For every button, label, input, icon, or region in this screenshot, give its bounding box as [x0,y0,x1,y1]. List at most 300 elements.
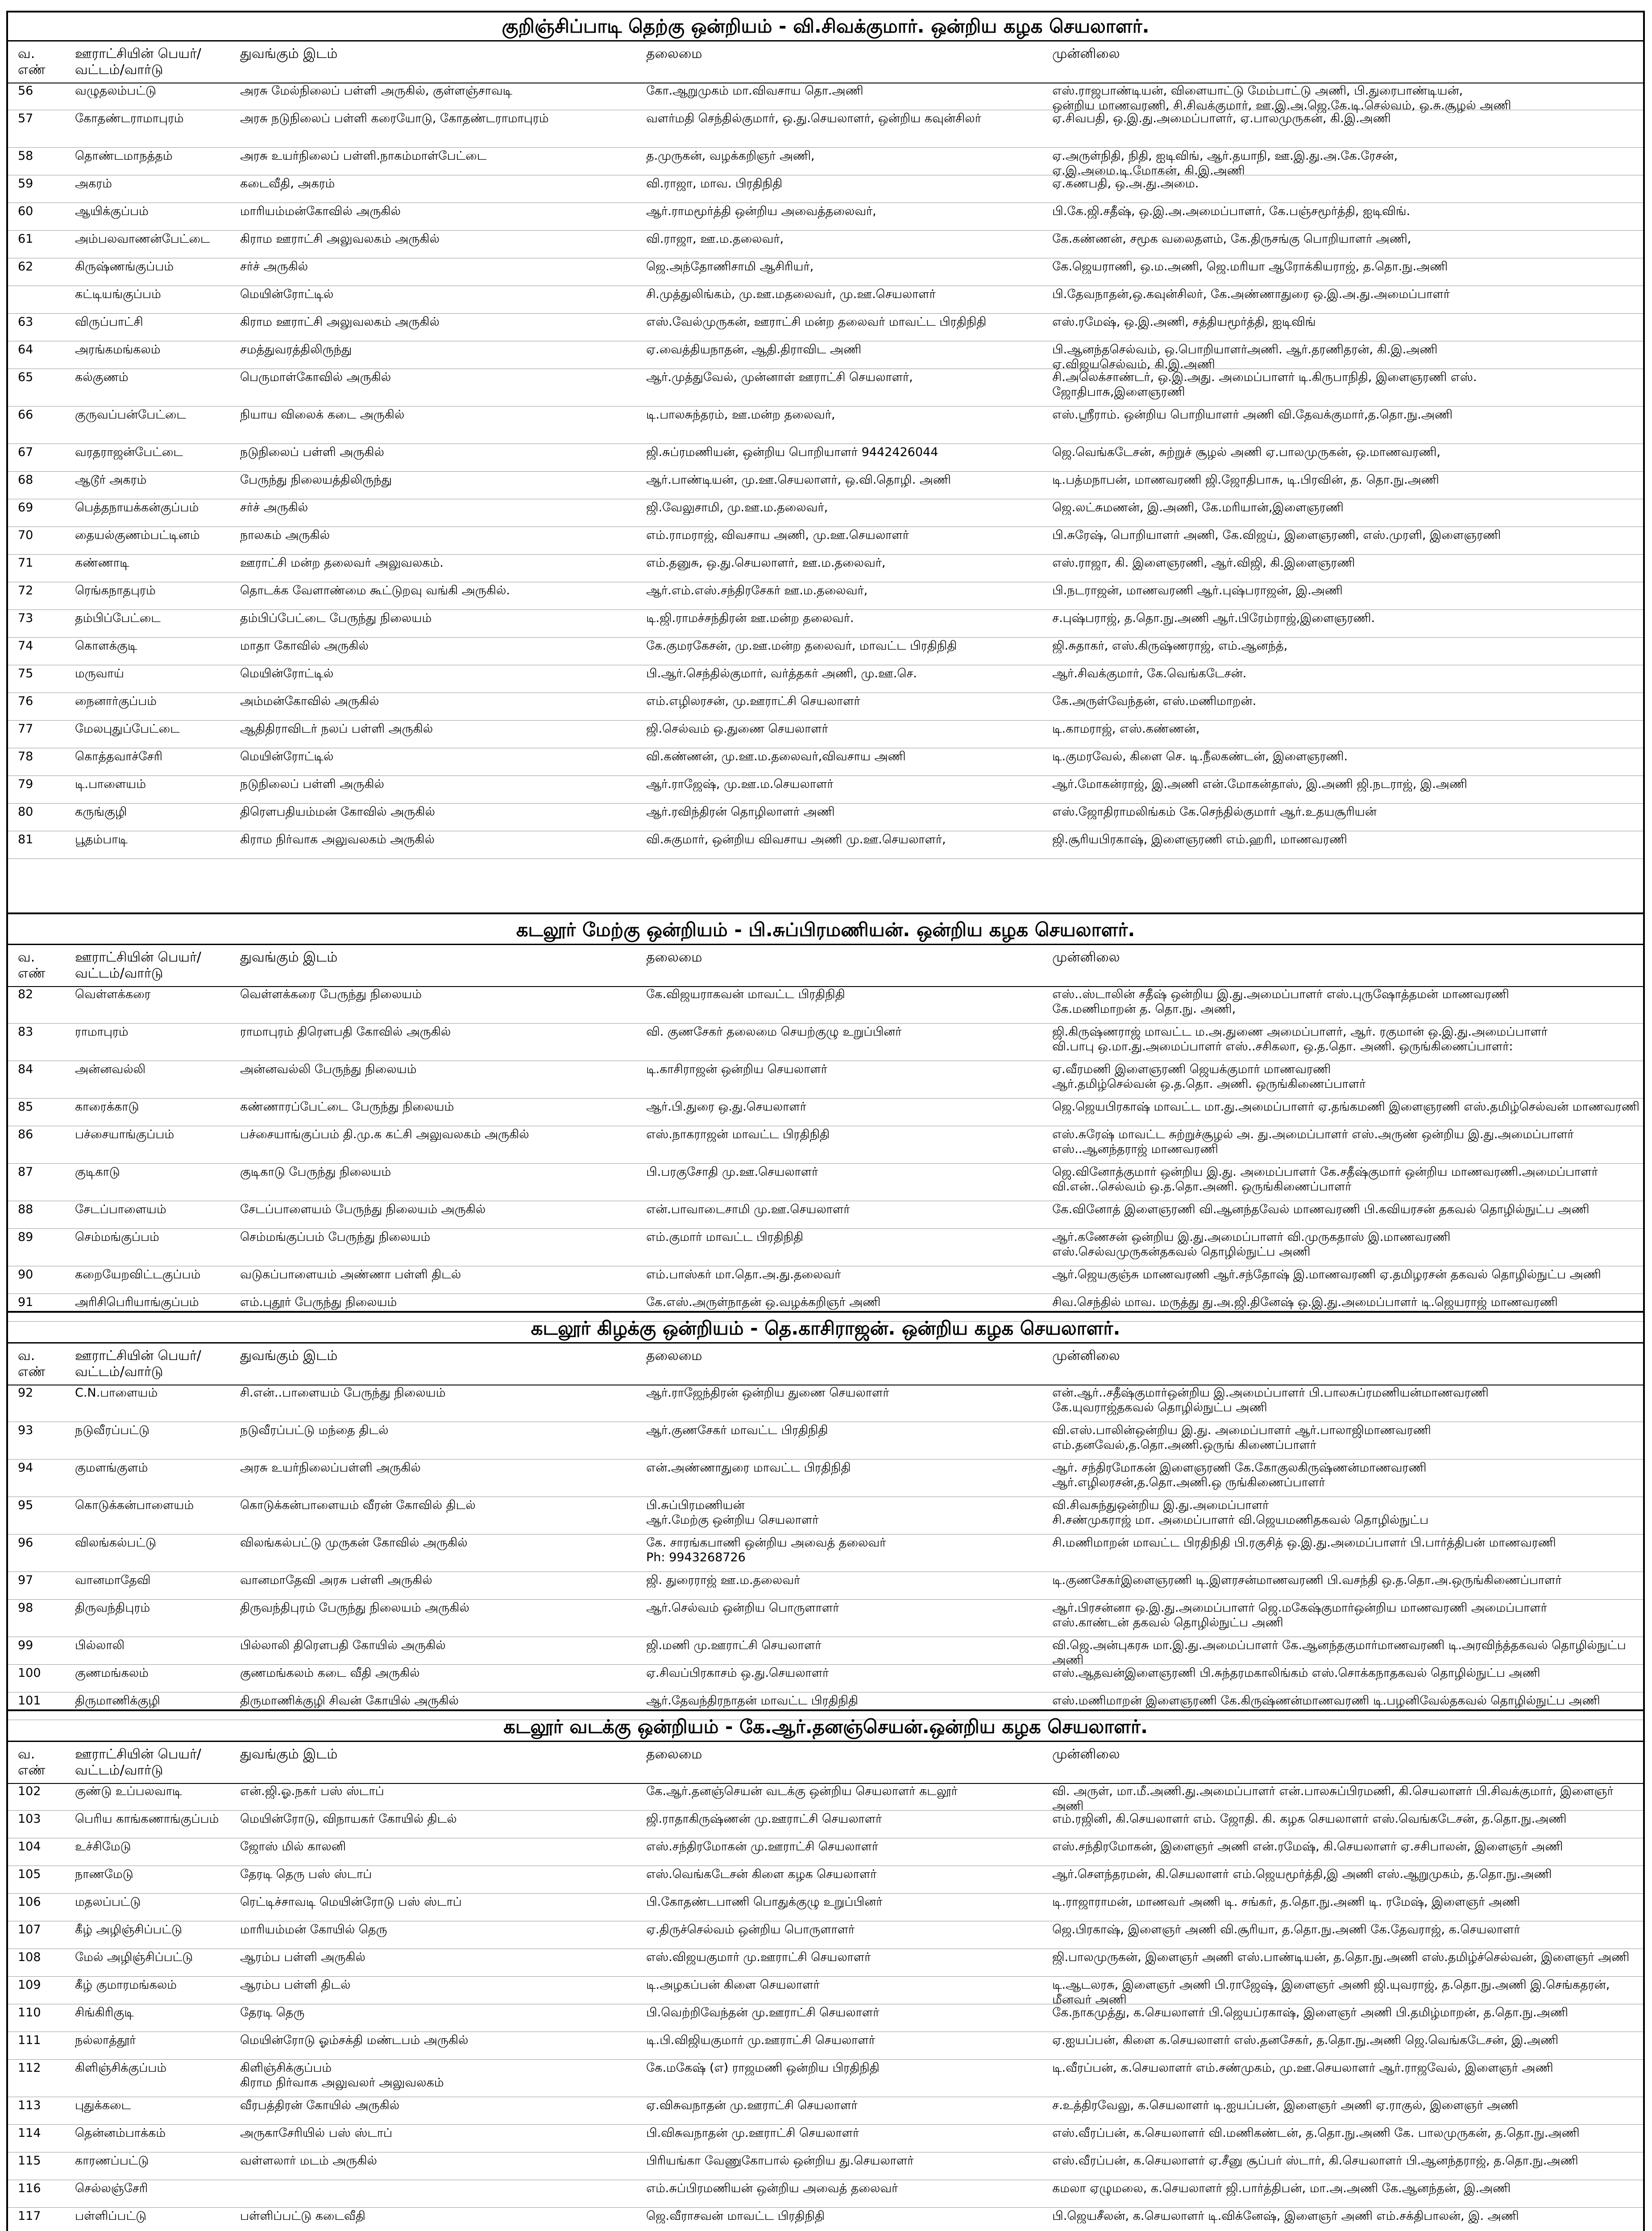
row-start-place: நாலகம் அருகில் [240,528,330,542]
row-start-place: பள்ளிப்பட்டு கடைவீதி [240,2209,365,2223]
row-front: ஆர்.கணேசன் ஒன்றிய இ.து.அமைப்பாளர் வி.முருகதாஸ் இ.மாணவரணி எஸ்.செல்வமுருகன்தகவல் தொழில்நுட்ப அணி [1052,1230,1451,1259]
row-village: குமளங்குளம் [75,1461,148,1475]
row-front: டி.பத்மநாபன், மாணவரணி ஜி.ஜோதிபாசு, டி.பிரவின், த. தொ.நு.அணி [1052,473,1439,487]
row-start-place: மெயின்ரோட்டில் [240,287,334,301]
row-front: கமலா ஏழுமலை, க.செயலாளர் ஜி.பார்த்திபன், மா.அ.அணி கே.ஆனந்தன், இ.அணி [1052,2181,1511,2195]
table-row [8,2152,1643,2180]
row-leader: எஸ்.சந்திரமோகன் மு.ஊராட்சி செயலாளர் [646,1840,878,1854]
row-front: கே.கண்ணன், சமூக வலைதளம், கே.திருசங்கு பொறியாளர் அணி, [1052,232,1411,246]
row-leader: டி.அழகப்பன் கிளை செயலாளர் [646,1978,820,1992]
row-village: கிருஷ்ணங்குப்பம் [75,260,174,274]
row-village: மேலபுதுப்பேட்டை [75,722,180,736]
row-front: ஜெ.ஜெயபிரகாஷ் மாவட்ட மா.து.அமைப்பாளர் ஏ.தங்கமணி இளைஞரணி எஸ்.தமிழ்செல்வன் மாணவரணி [1052,1100,1640,1114]
row-start-place: கிளிஞ்சிக்குப்பம் கிராம நிர்வாக அலுவலர் அலுவலகம் [240,2061,444,2090]
row-start-place: தம்பிப்பேட்டை பேருந்து நிலையம் [240,611,432,625]
row-village: உச்சிமேடு [75,1840,131,1854]
row-leader: சி.முத்துலிங்கம், மு.ஊ.மதலைவர், மு.ஊ.செயலாளர் [646,287,936,301]
row-leader: ஆர்.குணசேகர் மாவட்ட பிரதிநிதி [646,1423,828,1437]
table-row [8,527,1643,555]
table-row [8,1061,1643,1099]
table-row [8,1163,1643,1201]
row-leader: டி.பி.விஜியகுமார் மு.ஊராட்சி செயலாளர் [646,2033,875,2047]
row-start-place: அருகாசேரியில் பஸ் ஸ்டாப் [240,2126,393,2140]
row-number: 85 [18,1100,33,1114]
row-start-place: சேடப்பாளையம் பேருந்து நிலையம் அருகில் [240,1203,486,1216]
row-start-place: மாரியம்மன் கோயில் தெரு [240,1923,387,1937]
row-leader: ஆர்.ராஜேஷ், மு.ஊ.ம.செயலாளர் [646,777,834,791]
row-front: சிவ.செந்தில் மாவ. மருத்து து.அ.ஜி.தினேஷ் ஒ.இ.து.அமைப்பாளர் டி.ஜெயராஜ் மாணவரணி [1052,1295,1558,1309]
row-start-place: மாரியம்மன்கோவில் அருகில் [240,204,401,218]
row-number: 112 [18,2061,41,2075]
table-row [8,831,1643,859]
header-leader: தலைமை [646,950,702,965]
row-start-place: ஜோஸ் மில் காலனி [240,1840,346,1854]
table-row [8,610,1643,638]
section-divider [8,1709,1643,1711]
row-front: எஸ்..ஸ்டாலின் சதீஷ் ஒன்றிய இ.து.அமைப்பாளர் எஸ்.புருஷோத்தமன் மாணவரணி கே.மணிமாறன் த. தொ.நு. அணி, [1052,987,1509,1016]
row-village: மருவாய் [75,667,124,680]
row-number: 104 [18,1840,41,1854]
row-start-place: செம்மங்குப்பம் பேருந்து நிலையம் [240,1230,431,1244]
table-row [8,175,1643,203]
row-village: கல்குணம் [75,370,129,384]
row-village: ரெங்கநாதபுரம் [75,584,156,597]
row-leader: பி.சுப்பிரமணியன் ஆர்.மேற்கு ஒன்றிய செயலாளர் [646,1498,819,1527]
row-leader: எம்.தனுசு, ஒ.து.செயலாளர், ஊ.ம.தலைவர், [646,556,886,570]
row-start-place: நடுவீரப்பட்டு மந்தை திடல் [240,1423,389,1437]
row-leader: எஸ்.வெங்கடேசன் கிளை கழக செயலாளர் [646,1867,877,1881]
row-leader: ஆர்.ரவிந்திரன் தொழிலாளர் அணி [646,805,835,819]
row-start-place: பெருமாள்கோவில் அருகில் [240,370,391,384]
row-number: 89 [18,1230,33,1244]
table-header [8,1342,1643,1385]
table-row [8,1921,1643,1949]
row-number: 105 [18,1867,41,1881]
row-front: வி.ஜெ.அன்புகரசு மா.இ.து.அமைப்பாளர் கே.ஆனந்தகுமார்மாணவரணி டி.அரவிந்த்தகவல் தொழில்நுட்ப அணி [1052,1638,1626,1667]
row-village: பள்ளிப்பட்டு [75,2209,147,2223]
row-number: 107 [18,1923,41,1937]
row-start-place: அரசு நடுநிலைப் பள்ளி கரையோடு, கோதண்டராமாபுரம் [240,112,549,125]
row-village: குணமங்கலம் [75,1666,149,1680]
row-leader: கே.எஸ்.அருள்நாதன் ஒ.வழக்கறிஞர் அணி [646,1295,881,1309]
section-divider [8,1311,1643,1313]
header-front: முன்னிலை [1052,46,1120,62]
row-leader: பி.பரகுசோதி மு.ஊ.செயலாளர் [646,1165,818,1179]
row-start-place: அரசு உயர்நிலைப் பள்ளி.நாகம்மாள்பேட்டை [240,149,487,163]
row-front: டி.குமரவேல், கிளை செ. டி.நீலகண்டன், இளைஞரணி. [1052,750,1348,763]
row-start-place: விலங்கல்பட்டு முருகன் கோவில் அருகில் [240,1536,468,1550]
row-front: ஏ.ஐயப்பன், கிளை க.செயலாளர் எஸ்.தனசேகர், த.தொ.நு.அணி ஜெ.வெங்கடேசன், இ.அணி [1052,2033,1559,2047]
row-number: 103 [18,1812,41,1826]
row-start-place: கிராம நிர்வாக அலுவலகம் அருகில் [240,833,435,846]
table-row [8,1459,1643,1497]
section-title: கடலூர் கிழக்கு ஒன்றியம் - தெ.காசிராஜன். ஒன்றிய கழக செயலாளர். [531,1317,1121,1339]
table-row [8,147,1643,178]
row-front: பி.தேவநாதன்,ஒ.கவுன்சிலர், கே.அண்ணாதுரை ஒ.இ.அ.து.அமைப்பாளர் [1052,287,1450,301]
row-leader: எஸ்.வேல்முருகன், ஊராட்சி மன்ற தலைவர் மாவட்ட பிரதிநிதி [646,315,987,329]
row-front: வி.எஸ்.பாலின்ஒன்றிய இ.து. அமைப்பாளர் ஆர்.பாலாஜிமாணவரணி எம்.தனவேல்,த.தொ.அணி.ஒருங் கிணைப்பாளர் [1052,1423,1431,1452]
row-village: ஆயிக்குப்பம் [75,204,149,218]
row-front: ஏ.கணபதி, ஒ.அ.து.அமை. [1052,177,1199,191]
header-start-place: துவங்கும் இடம் [240,1348,338,1364]
header-start-place: துவங்கும் இடம் [240,46,338,62]
table-row [8,471,1643,499]
row-front: ஆர்.பிரசன்னா ஒ.இ.து.அமைப்பாளர் ஜெ.மகேஷ்குமார்ஒன்றிய மாணவரணி அமைப்பாளர் எஸ்.காண்டன் தகவல் தொழில்நுட்ப அணி [1052,1601,1547,1630]
row-leader: பி.விசுவநாதன் மு.ஊராட்சி செயலாளர் [646,2126,859,2140]
row-number: 110 [18,2006,41,2020]
table-row [8,1783,1643,1811]
row-start-place: வானமாதேவி அரசு பள்ளி அருகில் [240,1573,432,1587]
row-front: பி.சுரேஷ், பொறியாளர் அணி, கே.விஜய், இளைஞரணி, எஸ்.முரளி, இளைஞரணி [1052,528,1501,542]
row-village: அரங்கமங்கலம் [75,343,161,357]
row-number: 74 [18,639,33,653]
row-leader: த.முருகன், வழக்கறிஞர் அணி, [646,149,815,163]
header-leader: தலைமை [646,1746,702,1762]
row-village: தென்னம்பாக்கம் [75,2126,166,2140]
row-number: 87 [18,1165,33,1179]
table-row [8,2124,1643,2152]
row-number: 59 [18,177,33,191]
table-row [8,720,1643,748]
table-row [8,1866,1643,1894]
row-front: கே.அருள்வேந்தன், எஸ்.மணிமாறன். [1052,694,1257,708]
header-start-place: துவங்கும் இடம் [240,950,338,965]
row-front: ச.புஷ்பராஜ், த.தொ.நு.அணி ஆர்.பிரேம்ராஜ்,இளைஞரணி. [1052,611,1375,625]
header-serial-no: வ. எண் [18,1348,46,1380]
table-row [8,2180,1643,2208]
row-leader: ஜி.சுப்ரமணியன், ஒன்றிய பொறியாளர் 9442426044 [646,445,938,459]
row-village: கொத்தவாச்சேரி [75,750,163,763]
row-village: டி.பாளையம் [75,777,146,791]
row-leader: ஆர்.ராஜேந்திரன் ஒன்றிய துணை செயலாளர் [646,1386,889,1400]
row-village: நல்லாத்தூர் [75,2033,136,2047]
row-front: எஸ்.ராஜபாண்டியன், விளையாட்டு மேம்பாட்டு அணி, பி.துரைபாண்டியன், ஒன்றிய மாணவரணி, சி.சிவக்குமார், ஊ.இ.அ.ஜெ.கே.டி.செல்வம், ஒ.சு.சூழல் அணி [1052,84,1511,112]
row-leader: வி.கண்ணன், மு.ஊ.ம.தலைவர்,விவசாய அணி [646,750,906,763]
row-leader: ஜி.செல்வம் ஒ.துணை செயலாளர் [646,722,828,736]
table-row [8,693,1643,721]
row-leader: ஏ.சிவப்பிரகாசம் ஒ.து.செயலாளர் [646,1666,829,1680]
row-village: குண்டு உப்பலவாடி [75,1784,182,1798]
row-number: 92 [18,1386,33,1400]
row-front: டி.குணசேகர்இளைஞரணி டி.இளரசன்மாணவரணி பி.வசந்தி ஒ.த.தொ.அ.ஒருங்கிணைப்பாளர் [1052,1573,1562,1587]
header-serial-no: வ. எண் [18,1746,46,1778]
row-start-place: நியாய விலைக் கடை அருகில் [240,408,405,422]
row-start-place: அரசு உயர்நிலைப்பள்ளி அருகில் [240,1461,421,1475]
row-front: டி.ஆடலரசு, இளைஞர் அணி பி.ராஜேஷ், இளைஞர் அணி ஜி.யுவராஜ், த.தொ.நு.அணி இ.செங்கதரன், மீனவர் அணி [1052,1978,1610,2007]
row-front: வி.சிவசுந்துஒன்றிய இ.து.அமைப்பாளர் சி.சண்முகராஜ் மா. அமைப்பாளர் வி.ஜெயமணிதகவல் தொழில்நுட்ப [1052,1498,1429,1527]
row-leader: வி.ராஜா, மாவ. பிரதிநிதி [646,177,783,191]
row-leader: ஆர்.ராமமூர்த்தி ஒன்றிய அவைத்தலைவர், [646,204,876,218]
row-front: எஸ்.சுரேஷ் மாவட்ட சுற்றுச்சூழல் அ. து.அமைப்பாளர் எஸ்.அருண் ஒன்றிய இ.து.அமைப்பாளர் எஸ்..ஆனந்தராஜ் மாணவரணி [1052,1128,1574,1156]
table-row [8,748,1643,776]
table-row [8,1810,1643,1838]
table-header [8,40,1643,83]
table-row [8,986,1643,1024]
row-front: கே.வினோத் இளைஞரணி வி.ஆனந்தவேல் மாணவரணி பி.கவியரசன் தகவல் தொழில்நுட்ப அணி [1052,1203,1590,1216]
row-village: நாணமேடு [75,1867,133,1881]
row-village: அரிசிபெரியாங்குப்பம் [75,1295,199,1309]
row-front: ஆர். சந்திரமோகன் இளைஞரணி கே.கோகுலகிருஷ்ணன்மாணவரணி ஆர்.எழிலரசன்,த.தொ.அணி.ஒ ருங்கிணைப்பாளர் [1052,1461,1427,1489]
row-leader: பிரியங்கா வேணுகோபால் ஒன்றிய து.செயலாளர் [646,2154,914,2168]
row-number: 83 [18,1025,33,1039]
row-start-place: குணமங்கலம் கடை வீதி அருகில் [240,1666,420,1680]
row-number: 62 [18,260,33,274]
row-front: சி.அலெக்சாண்டர், ஒ.இ.அது. அமைப்பாளர் டி.கிருபாநிதி, இளைஞரணி எஸ். ஜோதிபாசு,இளைஞரணி [1052,370,1477,399]
row-leader: ஜி.வேலுசாமி, மு.ஊ.ம.தலைவர், [646,501,828,514]
table-row [8,2097,1643,2125]
row-front: எஸ்.ஜோதிராமலிங்கம் கே.செந்தில்குமார் ஆர்.உதயசூரியன் [1052,805,1377,819]
row-leader: ஜி.ராதாகிருஷ்ணன் மு.ஊராட்சி செயலாளர் [646,1812,882,1826]
table-row [8,499,1643,527]
header-serial-no: வ. எண் [18,950,46,981]
row-village: குருவப்பன்பேட்டை [75,408,186,422]
header-front: முன்னிலை [1052,950,1120,965]
table-row [8,1838,1643,1866]
row-leader: எம்.குமார் மாவட்ட பிரதிநிதி [646,1230,804,1244]
row-front: டி.ராஜாராமன், மாணவர் அணி டி. சங்கர், த.தொ.நு.அணி டி. ரமேஷ், இளைஞர் அணி [1052,1895,1520,1909]
row-front: ஜெ.லட்சுமணன், இ.அணி, கே.மரியான்,இளைஞரணி [1052,501,1344,514]
section-divider [8,912,1643,914]
row-start-place: நடுநிலைப் பள்ளி அருகில் [240,445,384,459]
row-village: சிங்கிரிகுடி [75,2006,134,2020]
row-village: கோதண்டராமாபுரம் [75,112,184,125]
row-start-place: மெயின்ரோட்டில் [240,750,334,763]
row-start-place: குடிகாடு பேருந்து நிலையம் [240,1165,391,1179]
table-row [8,1572,1643,1600]
row-village: வெள்ளக்கரை [75,987,151,1001]
header-serial-no: வ. எண் [18,46,46,78]
row-number: 76 [18,694,33,708]
row-start-place: ரெட்டிச்சாவடி மெயின்ரோடு பஸ் ஸ்டாப் [240,1895,462,1909]
row-village: புதுக்கடை [75,2098,131,2112]
row-front: ஜி.கிருஷ்ணராஜ் மாவட்ட ம.அ.துணை அமைப்பாளர், ஆர். ரகுமான் ஒ.இ.து.அமைப்பாளர் வி.பாபு ஒ.மா.து.அமைப்பாளர் எஸ்..சசிகலா, ஒ.த.தொ. அணி. ஒருங்கிணைப்பாளர்: [1052,1025,1548,1053]
row-start-place: நடுநிலைப் பள்ளி அருகில் [240,777,384,791]
table-row [8,406,1643,444]
header-leader: தலைமை [646,46,702,62]
row-number: 77 [18,722,33,736]
row-leader: வளர்மதி செந்தில்குமார், ஒ.து.செயலாளர், ஒன்றிய கவுன்சிலர் [646,112,981,125]
row-village: தையல்குணம்பட்டினம் [75,528,200,542]
row-front: ஆர்.சிவக்குமார், கே.வெங்கடேசன். [1052,667,1247,680]
document-sheet [6,11,1645,2231]
row-start-place: பில்லாலி திரௌபதி கோயில் அருகில் [240,1638,446,1652]
row-village: கொளக்குடி [75,639,137,653]
row-leader: வி.ராஜா, ஊ.ம.தலைவர், [646,232,784,246]
row-number: 63 [18,315,33,329]
row-start-place: சர்ச் அருகில் [240,501,308,514]
row-village: கறையேறவிட்டகுப்பம் [75,1268,201,1281]
row-start-place: வடுகப்பாளையம் அண்ணா பள்ளி திடல் [240,1268,461,1281]
header-village: ஊராட்சியின் பெயர்/ வட்டம்/வார்டு [75,46,201,78]
row-village: திருவந்திபுரம் [75,1601,150,1615]
row-leader: கே.குமரகேசன், மு.ஊ.மன்ற தலைவர், மாவட்ட பிரதிநிதி [646,639,957,653]
row-number: 106 [18,1895,41,1909]
row-number: 98 [18,1601,33,1615]
table-row [8,2059,1643,2097]
row-leader: கே.மகேஷ் (எ) ராஜமணி ஒன்றிய பிரதிநிதி [646,2061,880,2075]
row-start-place: மாதா கோவில் அருகில் [240,639,369,653]
table-row [8,1201,1643,1229]
row-village: பில்லாலி [75,1638,125,1652]
row-number: 72 [18,584,33,597]
row-number: 80 [18,805,33,819]
row-start-place: ராமாபுரம் திரௌபதி கோவில் அருகில் [240,1025,451,1039]
row-number: 88 [18,1203,33,1216]
row-number: 96 [18,1536,33,1550]
header-start-place: துவங்கும் இடம் [240,1746,338,1762]
table-row [8,1893,1643,1921]
section-title: கடலூர் மேற்கு ஒன்றியம் - பி.சுப்பிரமணியன். ஒன்றிய கழக செயலாளர். [516,919,1135,941]
table-row [8,2032,1643,2060]
row-leader: எம்.எழிலரசன், மு.ஊராட்சி செயலாளர் [646,694,860,708]
row-front: ஜெ.வெங்கடேசன், சுற்றுச் சூழல் அணி ஏ.பாலமுருகன், ஒ.மாணவரணி, [1052,445,1440,459]
row-number: 69 [18,501,33,514]
table-row [8,286,1643,314]
row-village: ஆடூர் அகரம் [75,473,147,487]
table-row [8,313,1643,341]
row-number: 111 [18,2033,41,2047]
row-number: 82 [18,987,33,1001]
row-leader: பி.ஆர்.செந்தில்குமார், வர்த்தகர் அணி, மு.ஊ.செ. [646,667,917,680]
table-row [8,1976,1643,2007]
row-leader: கே. சாரங்கபாணி ஒன்றிய அவைத் தலைவர் Ph: 9943268726 [646,1536,886,1564]
table-row [8,1599,1643,1637]
row-number: 94 [18,1461,33,1475]
row-start-place: என்.ஜி.ஓ.நகர் பஸ் ஸ்டாப் [240,1784,384,1798]
row-front: எம்.ரஜினி, கி.செயலாளர் எம். ஜோதி. கி. கழக செயலாளர் எஸ்.வெங்கடேசன், த.தொ.நு.அணி [1052,1812,1567,1826]
row-leader: எம்.ராமராஜ், விவசாய அணி, மு.ஊ.செயலாளர் [646,528,909,542]
table-row [8,1384,1643,1422]
row-leader: வி. குணசேகர் தலைமை செயற்குழு உறுப்பினர் [646,1025,902,1039]
row-village: காரைக்காடு [75,1100,139,1114]
row-front: ஆர்.மோகன்ராஜ், இ.அணி என்.மோகன்தாஸ், இ.அணி ஜி.நடராஜ், இ.அணி [1052,777,1467,791]
row-number: 109 [18,1978,41,1992]
row-start-place: எம்.புதூர் பேருந்து நிலையம் [240,1295,397,1309]
row-village: கிளிஞ்சிக்குப்பம் [75,2061,167,2075]
row-start-place: வீரபத்திரன் கோயில் அருகில் [240,2098,400,2112]
row-front: ஜெ.பிரகாஷ், இளைஞர் அணி வி.சூரியா, த.தொ.நு.அணி கே.தேவராஜ், க.செயலாளர் [1052,1923,1520,1937]
row-start-place: அம்மன்கோவில் அருகில் [240,694,379,708]
row-village: கொடுக்கன்பாளையம் [75,1498,194,1512]
row-leader: ஆர்.பி.துரை ஒ.து.செயலாளர் [646,1100,806,1114]
row-leader: கோ.ஆறுமுகம் மா.விவசாய தொ.அணி [646,84,863,98]
row-village: பூதம்பாடி [75,833,128,846]
row-village: கருங்குழி [75,805,127,819]
row-front: எஸ்.ராஜா, கி. இளைஞரணி, ஆர்.விஜி, கி.இளைஞரணி [1052,556,1355,570]
row-village: வழுதலம்பட்டு [75,84,157,98]
row-front: பி.ஆனந்தசெல்வம், ஒ.பொறியாளர்அணி. ஆர்.தரணிதரன், கி.இ.அணி ஏ.விஜயசெல்வம், கி.இ.அணி [1052,343,1438,371]
row-number: 91 [18,1295,33,1309]
table-row [8,369,1643,406]
table-row [8,1534,1643,1572]
row-village: விலங்கல்பட்டு [75,1536,157,1550]
row-leader: ஆர்.பாண்டியன், மு.ஊ.செயலாளர், ஒ.வி.தொழி. அணி [646,473,951,487]
row-village: விருப்பாட்சி [75,315,143,329]
row-front: பி.நடராஜன், மாணவரணி ஆர்.புஷ்பராஜன், இ.அணி [1052,584,1343,597]
row-leader: டி.ஜி.ராமச்சந்திரன் ஊ.மன்ற தலைவர். [646,611,854,625]
row-front: ஆர்.ஜெயகுஞ்சு மாணவரணி ஆர்.சந்தோஷ் இ.மாணவரணி ஏ.தமிழரசன் தகவல் தொழில்நுட்ப அணி [1052,1268,1601,1281]
section-title: குறிஞ்சிப்பாடி தெற்கு ஒன்றியம் - வி.சிவக்குமார். ஒன்றிய கழக செயலாளர். [502,15,1150,37]
table-row [8,2207,1643,2231]
row-start-place: மெயின்ரோட்டில் [240,667,334,680]
row-leader: டி.பாலசுந்தரம், ஊ.மன்ற தலைவர், [646,408,835,422]
row-front: ஜி.சூரியபிரகாஷ், இளைஞரணி எம்.ஹரி, மாணவரணி [1052,833,1347,846]
row-number: 108 [18,1950,41,1964]
row-start-place: ஆரம்ப பள்ளி திடல் [240,1978,351,1992]
row-village: அகரம் [75,177,112,191]
table-row [8,637,1643,665]
table-row [8,110,1643,148]
row-number: 56 [18,84,33,98]
row-leader: என்.அண்ணாதுரை மாவட்ட பிரதிநிதி [646,1461,851,1475]
row-front: வி. அருள், மா.மீ.அணி.து.அமைப்பாளர் என்.பாலசுப்பிரமணி, கி.செயலாளர் பி.சிவக்குமார், இளைஞர் அணி [1052,1784,1614,1813]
row-number: 115 [18,2154,41,2168]
row-number: 90 [18,1268,33,1281]
row-leader: ஆர்.முத்துவேல், முன்னாள் ஊராட்சி செயலாளர், [646,370,913,384]
table-row [8,1422,1643,1460]
table-row [8,775,1643,804]
row-start-place: ஊராட்சி மன்ற தலைவர் அலுவலகம். [240,556,444,570]
row-village: தொண்டமாநத்தம் [75,149,173,163]
row-number: 114 [18,2126,41,2140]
row-front: ஜி.சுதாகர், எஸ்.கிருஷ்ணராஜ், எம்.ஆனந்த், [1052,639,1288,653]
row-start-place: பச்சையாங்குப்பம் தி.மு.க கட்சி அலுவலகம் அருகில் [240,1128,529,1141]
row-village: காரணப்பட்டு [75,2154,149,2168]
section-title: கடலூர் வடக்கு ஒன்றியம் - கே.ஆர்.தனஞ்செயன்.ஒன்றிய கழக செயலாளர். [503,1716,1148,1738]
row-village: அன்னவல்லி [75,1062,146,1076]
row-leader: பி.கோதண்டபாணி பொதுக்குழு உறுப்பினர் [646,1895,883,1909]
table-row [8,203,1643,231]
row-leader: எம்.பாஸ்கர் மா.தொ.அ.து.தலைவர் [646,1268,841,1281]
row-number: 71 [18,556,33,570]
row-front: சி.மணிமாறன் மாவட்ட பிரதிநிதி பி.ரகுசித் ஒ.இ.து.அமைப்பாளர் பி.பார்த்திபன் மாணவரணி [1052,1536,1556,1550]
header-leader: தலைமை [646,1348,702,1364]
table-header [8,1741,1643,1784]
row-start-place: தேரடி தெரு [240,2006,305,2020]
row-number: 67 [18,445,33,459]
row-leader: ஜி.மணி மு.ஊராட்சி செயலாளர் [646,1638,822,1652]
row-number: 102 [18,1784,41,1798]
row-leader: வி.சுகுமார், ஒன்றிய விவசாய அணி மு.ஊ.செயலாளர், [646,833,946,846]
row-number: 116 [18,2181,41,2195]
table-row [8,1266,1643,1294]
row-village: பெத்தநாயக்கன்குப்பம் [75,501,199,514]
row-number: 58 [18,149,33,163]
row-number: 93 [18,1423,33,1437]
row-front: ஆர்.சௌந்தரமன், கி.செயலாளர் எம்.ஜெயமூர்த்தி,இ அணி எஸ்.ஆறுமுகம், த.தொ.நு.அணி [1052,1867,1552,1881]
row-start-place: வள்ளலார் மடம் அருகில் [240,2154,377,2168]
row-front: ச.உத்திரவேலு, க.செயலாளர் டி.ஐயப்பன், இளைஞர் அணி ஏ.ராகுல், இளைஞர் அணி [1052,2098,1519,2112]
row-leader: ஜெ.அந்தோணிசாமி ஆசிரியர், [646,260,814,274]
row-front: என்.ஆர்..சதீஷ்குமார்ஒன்றிய இ.அமைப்பாளர் பி.பாலசுப்ரமணியன்மாணவரணி கே.யுவராஜ்தகவல் தொழில்நுட்ப அணி [1052,1386,1489,1414]
row-number: 73 [18,611,33,625]
row-leader: ஜெ.வீராசவன் மாவட்ட பிரதிநிதி [646,2209,825,2223]
row-village: C.N.பாளையம் [75,1386,158,1400]
row-village: பச்சையாங்குப்பம் [75,1128,174,1141]
table-row [8,1023,1643,1061]
row-village: குடிகாடு [75,1165,120,1179]
row-number: 95 [18,1498,33,1512]
row-start-place: ஆரம்ப பள்ளி அருகில் [240,1950,365,1964]
row-leader: ஆர்.எம்.எஸ்.சந்திரசேகர் ஊ.ம.தலைவர், [646,584,868,597]
table-row [8,1637,1643,1665]
row-leader: எஸ்.விஜயகுமார் மு.ஊராட்சி செயலாளர் [646,1950,871,1964]
table-row [8,1949,1643,1977]
row-village: பெரிய காங்கணாங்குப்பம் [75,1812,219,1826]
table-row [8,341,1643,369]
row-village: கீழ் குமாரமங்கலம் [75,1978,177,1992]
row-start-place: கிராம ஊராட்சி அலுவலகம் அருகில் [240,232,440,246]
